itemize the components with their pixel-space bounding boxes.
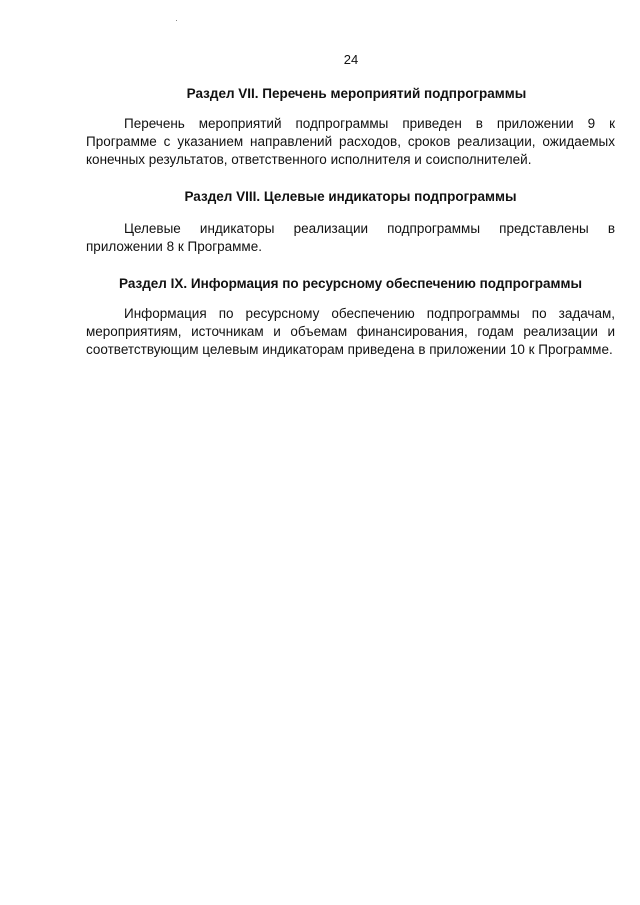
section-7-heading: Раздел VII. Перечень мероприятий подпрограммы	[186, 86, 527, 101]
section-9-paragraph: Информация по ресурсному обеспечению подпрограммы по задачам, мероприятиям, источникам и объемам финансирования, годам реализации и соответствующим целевым индикаторам приведена в приложении 10 к Программе.	[86, 306, 615, 357]
document-body	[86, 85, 615, 359]
section-8-paragraph: Целевые индикаторы реализации подпрограммы представлены в приложении 8 к Программе.	[86, 221, 615, 254]
section-8-heading: Раздел VIII. Целевые индикаторы подпрограммы	[184, 189, 517, 204]
scan-speck	[176, 20, 177, 21]
page-number: 24	[343, 52, 359, 67]
section-7-paragraph: Перечень мероприятий подпрограммы приведен в приложении 9 к Программе с указанием направлений расходов, сроков реализации, ожидаемых конечных результатов, ответственного исполнителя и соисполнителей.	[86, 116, 615, 167]
section-9-heading: Раздел IX. Информация по ресурсному обеспечению подпрограммы	[119, 276, 582, 291]
